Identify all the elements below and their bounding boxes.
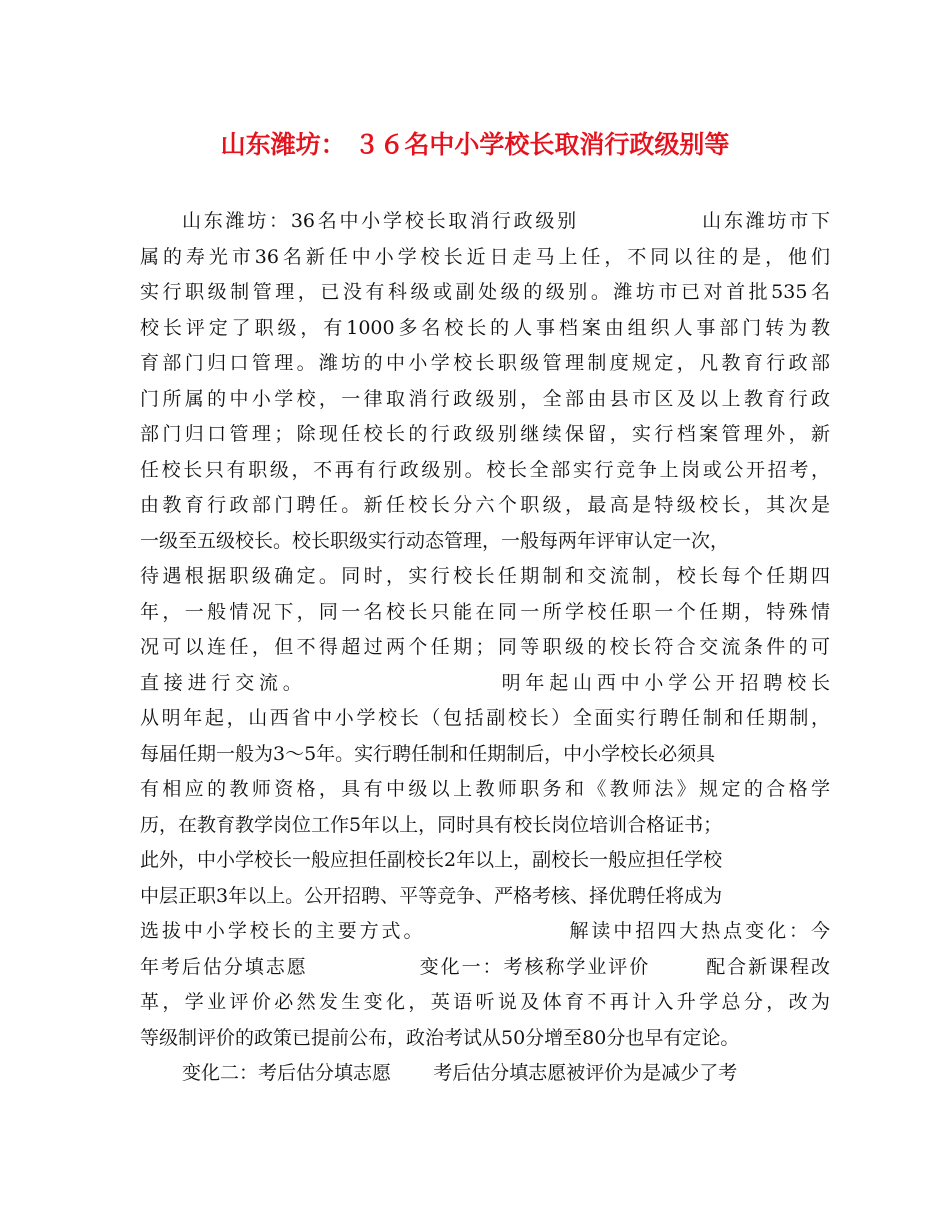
text-line: 变化二：考后估分填志愿 考后估分填志愿被评价为是减少了考 (182, 1062, 738, 1084)
text-line: 每届任期一般为3～5年。实行聘任制和任期制后，中小学校长必须具 (140, 742, 716, 765)
text-line: 直接进行交流。 明年起山西中小学公开招聘校长 (140, 671, 830, 694)
text-line: 历，在教育教学岗位工作5年以上，同时具有校长岗位培训合格证书； (140, 813, 723, 836)
text-line: 山东潍坊：36名中小学校长取消行政级别 山东潍坊市下 (182, 210, 830, 232)
text-line: 育部门归口管理。潍坊的中小学校长职级管理制度规定，凡教育行政部 (140, 352, 830, 374)
text-line: 实行职级制管理，已没有科级或副处级的级别。潍坊市已对首批535名 (140, 281, 830, 303)
text-line: 况可以连任，但不得超过两个任期；同等职级的校长符合交流条件的可 (140, 636, 830, 658)
text-line: 有相应的教师资格，具有中级以上教师职务和《教师法》规定的合格学 (140, 778, 830, 800)
text-line: 一级至五级校长。校长职级实行动态管理，一般每两年评审认定一次， (140, 529, 730, 552)
text-line: 中层正职3年以上。公开招聘、平等竞争、严格考核、择优聘任将成为 (140, 884, 723, 907)
text-line: 待遇根据职级确定。同时，实行校长任期制和交流制，校长每个任期四 (140, 565, 830, 587)
text-line: 部门归口管理；除现任校长的行政级别继续保留，实行档案管理外，新 (140, 423, 830, 445)
text-line: 此外，中小学校长一般应担任副校长2年以上，副校长一般应担任学校 (140, 849, 723, 871)
text-line: 年，一般情况下，同一名校长只能在同一所学校任职一个任期，特殊情 (140, 600, 830, 623)
text-line: 年考后估分填志愿 变化一：考核称学业评价 配合新课程改 (140, 955, 830, 978)
text-line: 由教育行政部门聘任。新任校长分六个职级，最高是特级校长，其次是 (140, 494, 830, 516)
text-line: 校长评定了职级，有1000多名校长的人事档案由组织人事部门转为教 (140, 316, 830, 339)
text-line: 等级制评价的政策已提前公布，政治考试从50分增至80分也早有定论。 (140, 1026, 740, 1049)
text-line: 从明年起，山西省中小学校长（包括副校长）全面实行聘任制和任期制， (140, 707, 830, 729)
text-line: 属的寿光市36名新任中小学校长近日走马上任，不同以往的是，他们 (140, 245, 830, 268)
text-line: 门所属的中小学校，一律取消行政级别，全部由县市区及以上教育行政 (140, 387, 830, 410)
text-line: 革，学业评价必然发生变化，英语听说及体育不再计入升学总分，改为 (140, 991, 830, 1013)
document-title: 山东潍坊： ３６名中小学校长取消行政级别等 (220, 130, 730, 159)
text-line: 任校长只有职级，不再有行政级别。校长全部实行竞争上岗或公开招考， (140, 458, 830, 481)
document-body (140, 204, 830, 1092)
text-line: 选拔中小学校长的主要方式。 解读中招四大热点变化：今 (140, 920, 830, 942)
